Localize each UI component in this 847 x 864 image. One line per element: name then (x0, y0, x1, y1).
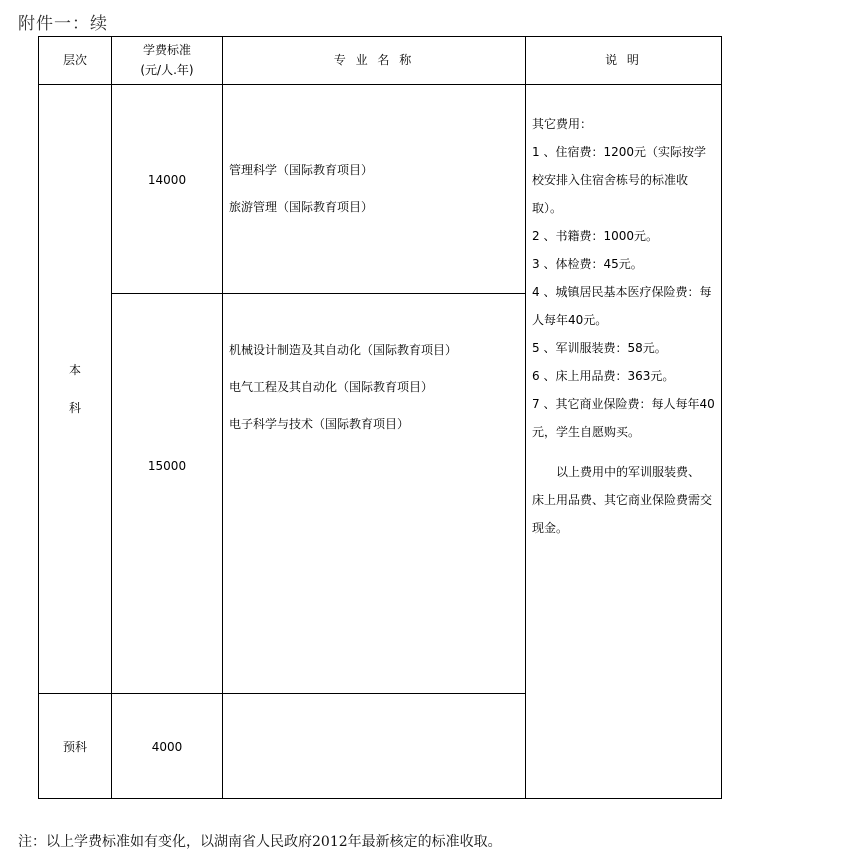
major-item: 旅游管理（国际教育项目） (229, 200, 374, 214)
level-undergrad-line1: 本 (68, 363, 81, 377)
notes-line: 5 、军训服装费：58元。 (532, 341, 667, 355)
notes-line: 2 、书籍费：1000元。 (532, 229, 658, 243)
header-level: 层次 (62, 53, 87, 67)
notes-line: 人每年40元。 (532, 313, 608, 327)
header-fee-line1: 学费标准 (142, 43, 191, 57)
notes-line: 取）。 (532, 201, 563, 215)
major-item: 机械设计制造及其自动化（国际教育项目） (229, 343, 458, 357)
fee-15000: 15000 (147, 459, 187, 473)
notes-line: 1 、住宿费：1200元（实际按学 (532, 145, 706, 159)
level-undergrad (39, 362, 111, 416)
header-fee (112, 42, 222, 78)
fee-4000: 4000 (151, 740, 183, 754)
major-item: 电气工程及其自动化（国际教育项目） (229, 380, 434, 394)
notes-line: 6 、床上用品费：363元。 (532, 369, 675, 383)
notes-line: 7 、其它商业保险费：每人每年40 (532, 397, 715, 411)
fee-14000: 14000 (147, 173, 187, 187)
notes-para-line: 床上用品费、其它商业保险费需交 (532, 493, 713, 507)
header-fee-line2: (元/人.年) (140, 63, 194, 77)
page-title: 附件一：续 (18, 14, 108, 34)
footnote: 注：以上学费标准如有变化，以湖南省人民政府2012年最新核定的标准收取。 (18, 834, 502, 850)
major-item: 电子科学与技术（国际教育项目） (229, 417, 410, 431)
major-item: 管理科学（国际教育项目） (229, 163, 374, 177)
notes-content (532, 110, 720, 542)
notes-line: 元，学生自愿购买。 (532, 425, 641, 439)
notes-para-line: 现金。 (532, 521, 569, 535)
notes-line: 3 、体检费：45元。 (532, 257, 643, 271)
notes-para-line: 以上费用中的军训服装费、 (556, 465, 701, 479)
notes-line: 4 、城镇居民基本医疗保险费：每 (532, 285, 712, 299)
majors-group-2 (229, 342, 523, 453)
header-notes: 说 明 (605, 53, 642, 67)
notes-line: 校安排入住宿舍栋号的标准收 (532, 173, 689, 187)
level-prep: 预科 (62, 740, 87, 754)
level-undergrad-line2: 科 (68, 401, 81, 415)
majors-group-1 (229, 162, 519, 236)
header-major: 专 业 名 称 (333, 53, 415, 67)
notes-line: 其它费用： (532, 117, 593, 131)
